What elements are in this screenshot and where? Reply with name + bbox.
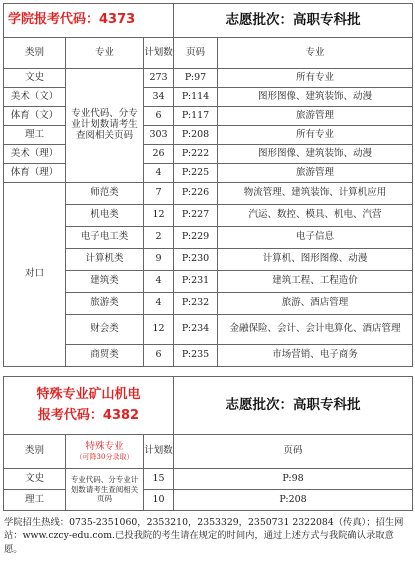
duikou-plan: 12 <box>144 315 174 345</box>
row-page: P:117 <box>174 107 218 126</box>
row-plan: 273 <box>144 69 174 88</box>
row-plan: 26 <box>144 145 174 164</box>
special-row-category: 理工 <box>4 490 66 511</box>
admission-table-special <box>3 376 413 511</box>
special-row-page: P:98 <box>174 469 413 490</box>
duikou-major: 机电类 <box>66 205 144 227</box>
special-row-page: P:208 <box>174 490 413 511</box>
duikou-detail: 电子信息 <box>218 227 413 249</box>
duikou-major: 旅游类 <box>66 293 144 315</box>
row-major: 旅游管理 <box>218 107 413 126</box>
duikou-major: 建筑类 <box>66 271 144 293</box>
row-major: 旅游管理 <box>218 164 413 183</box>
row-page: P:208 <box>174 126 218 145</box>
duikou-major: 财会类 <box>66 315 144 345</box>
duikou-page: P:232 <box>174 293 218 315</box>
row-category: 美术（文） <box>4 88 66 107</box>
header-category: 类别 <box>4 38 66 69</box>
duikou-detail: 市场营销、电子商务 <box>218 345 413 367</box>
special-code-line <box>4 406 173 427</box>
row-major: 图形图像、建筑装饰、动漫 <box>218 145 413 164</box>
school-code-label: 学院报考代码： <box>8 12 100 28</box>
row-category: 理工 <box>4 126 66 145</box>
batch-title: 志愿批次：高职专科批 <box>174 4 413 38</box>
special-major-name: 特殊专业矿山机电 <box>36 386 141 402</box>
special-row-plan: 10 <box>144 490 174 511</box>
special-header-plan: 计划数 <box>144 435 174 469</box>
duikou-plan: 12 <box>144 205 174 227</box>
duikou-plan: 6 <box>144 345 174 367</box>
row-plan: 34 <box>144 88 174 107</box>
duikou-page: P:227 <box>174 205 218 227</box>
row-plan: 4 <box>144 164 174 183</box>
duikou-plan: 9 <box>144 249 174 271</box>
special-batch-title: 志愿批次：高职专科批 <box>174 377 413 435</box>
duikou-page: P:231 <box>174 271 218 293</box>
school-code-value: 4373 <box>99 12 136 28</box>
duikou-page: P:229 <box>174 227 218 249</box>
duikou-major: 计算机类 <box>66 249 144 271</box>
duikou-detail: 计算机、图形图像、动漫 <box>218 249 413 271</box>
duikou-plan: 4 <box>144 293 174 315</box>
special-code-label: 报考代码： <box>37 407 103 423</box>
duikou-detail: 建筑工程、工程造价 <box>218 271 413 293</box>
header-page: 页码 <box>174 38 218 69</box>
row-category: 美术（理） <box>4 145 66 164</box>
special-major-note-cell: 专业代码、分专业计划数请考生查阅相关页码 <box>66 469 144 511</box>
duikou-plan: 2 <box>144 227 174 249</box>
duikou-detail: 汽运、数控、模具、机电、汽营 <box>218 205 413 227</box>
duikou-page: P:234 <box>174 315 218 345</box>
row-page: P:222 <box>174 145 218 164</box>
duikou-page: P:230 <box>174 249 218 271</box>
duikou-plan: 4 <box>144 271 174 293</box>
duikou-major: 电子电工类 <box>66 227 144 249</box>
duikou-plan: 7 <box>144 183 174 205</box>
duikou-detail: 金融保险、会计、会计电算化、酒店管理 <box>218 315 413 345</box>
special-major-note: （可降30分录取） <box>75 452 134 461</box>
duikou-detail: 物流管理、建筑装饰、计算机应用 <box>218 183 413 205</box>
row-plan: 6 <box>144 107 174 126</box>
duikou-category: 对口 <box>4 183 66 367</box>
row-major: 图形图像、建筑装饰、动漫 <box>218 88 413 107</box>
duikou-page: P:235 <box>174 345 218 367</box>
row-page: P:225 <box>174 164 218 183</box>
row-major: 所有专业 <box>218 69 413 88</box>
special-row-plan: 15 <box>144 469 174 490</box>
row-category: 体育（理） <box>4 164 66 183</box>
admission-table-main <box>3 3 413 367</box>
special-major-label: 特殊专业 <box>85 441 124 453</box>
footer-contact-text: 学院招生热线：0735-2351060，2353210，2353329，2350731 2322084（传真）；招生网站：www.czcy-edu.com.已投我院的考生请在规定的时间内，通过上述方式与我院确认录取意愿。 <box>4 517 404 555</box>
header-major-detail: 专业 <box>218 38 413 69</box>
duikou-detail: 旅游、酒店管理 <box>218 293 413 315</box>
header-plan: 计划数 <box>144 38 174 69</box>
special-header-page: 页码 <box>174 435 413 469</box>
school-code-title <box>4 4 174 38</box>
header-major: 专业 <box>66 38 144 69</box>
duikou-page: P:226 <box>174 183 218 205</box>
special-row-category: 文史 <box>4 469 66 490</box>
row-category: 文史 <box>4 69 66 88</box>
major-note: 专业代码、分专业计划数请考生查阅相关页码 <box>66 69 144 183</box>
row-page: P:97 <box>174 69 218 88</box>
special-code-value: 4382 <box>102 407 140 423</box>
special-header-major <box>66 435 144 469</box>
row-category: 体育（文） <box>4 107 66 126</box>
special-header-category: 类别 <box>4 435 66 469</box>
duikou-major: 师范类 <box>66 183 144 205</box>
row-plan: 303 <box>144 126 174 145</box>
row-page: P:114 <box>174 88 218 107</box>
special-code-title <box>4 377 174 435</box>
duikou-major: 商贸类 <box>66 345 144 367</box>
row-major: 所有专业 <box>218 126 413 145</box>
